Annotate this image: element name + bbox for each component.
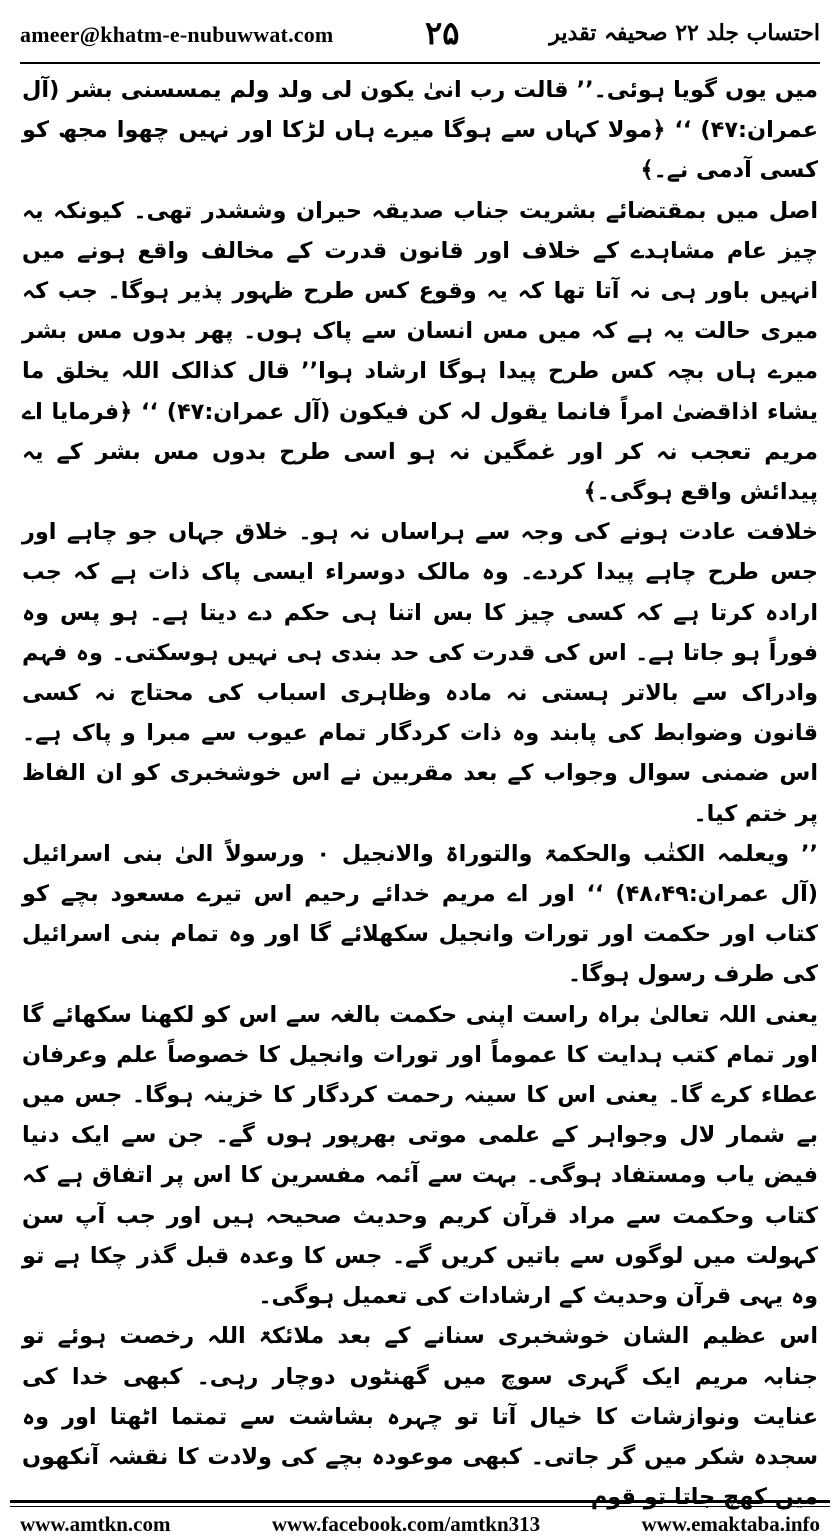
paragraph-5: یعنی اللہ تعالیٰ براہ راست اپنی حکمت بالغہ سے اس کو لکھنا سکھائے گا اور تمام کتب ہدایت کا عموماً اور تورات وانجیل کا خصوصاً علم وعرفان عطاء کرے گا۔ یعنی اس کا سینہ رحمت کردگار کا خزینہ ہوگا۔ جس میں بے شمار لال وجواہر کے علمی موتی بھرپور ہوں گے۔ جن سے ایک دنیا فیض یاب ومستفاد ہوگی۔ بہت سے آئمہ مفسرین کا اس پر اتفاق ہے کہ کتاب وحکمت سے مراد قرآن کریم وحدیث صحیحہ ہیں اور جب آپ سن کہولت میں لوگوں سے باتیں کریں گے۔ جس کا وعدہ قبل گذر چکا ہے تو وہ یہی قرآن وحدیث کے ارشادات کی تعمیل ہوگی۔ [22, 1001, 818, 1310]
page-footer [20, 1512, 820, 1538]
page-header [20, 12, 820, 58]
footer-link-amtkn[interactable]: www.amtkn.com [20, 1512, 171, 1536]
page-number: ۲۵ [425, 15, 460, 51]
paragraph-6: اس عظیم الشان خوشخبری سنانے کے بعد ملائکۃ اللہ رخصت ہوئے تو جنابہ مریم ایک گہری سوچ میں گھنٹوں دوچار رہی۔ کبھی خدا کی عنایت ونوازشات کا خیال آتا تو چہرہ بشاشت سے تمتما اٹھتا اور وہ سجدہ شکر میں گر جاتی۔ کبھی موعودہ بچے کی ولادت کا نقشہ آنکھوں میں کھچ جاتا تو قوم [22, 1323, 818, 1511]
header-email[interactable]: ameer@khatm-e-nubuwwat.com [20, 22, 334, 47]
paragraph-4: ’’ ویعلمہ الکتٰب والحکمۃ والتوراۃ والانجیل ۰ ورسولاً الیٰ بنی اسرائیل (آل عمران:۴۸،۴۹) ‘‘ اور اے مریم خدائے رحیم اس تیرے مسعود بچے کو کتاب اور حکمت اور تورات وانجیل سکھلائے گا اور وہ تمام بنی اسرائیل کی طرف رسول ہوگا۔ [22, 840, 818, 988]
paragraph-2: اصل میں بمقتضائے بشریت جناب صدیقہ حیران وششدر تھی۔ کیونکہ یہ چیز عام مشاہدے کے خلاف اور قانون قدرت کے مخالف واقع ہونے میں انہیں باور ہی نہ آتا تھا کہ یہ وقوع کس طرح ظہور پذیر ہوگا۔ جب کہ میری حالت یہ ہے کہ میں مس انسان سے پاک ہوں۔ پھر بدوں مس بشر میرے ہاں بچہ کس طرح پیدا ہوگا ارشاد ہوا’’ قال کذالک اللہ یخلق ما یشاء اذاقضیٰ امراً فانما یقول لہ کن فیکون (آل عمران:۴۷) ‘‘ ﴿فرمایا اے مریم تعجب نہ کر اور غمگین نہ ہو اسی طرح بدوں مس بشر کے یہ پیدائش واقع ہوگی۔﴾ [22, 197, 818, 506]
footer-divider-thin [10, 1506, 830, 1507]
footer-link-facebook[interactable]: www.facebook.com/amtkn313 [271, 1512, 541, 1536]
paragraph-1: میں یوں گویا ہوئی۔’’ قالت رب انیٰ یکون لی ولد ولم یمسسنی بشر (آل عمران:۴۷) ‘‘ ﴿مولا کہاں سے ہوگا میرے ہاں لڑکا اور نہیں چھوا مجھ کو کسی آدمی نے۔﴾ [22, 77, 818, 184]
header-divider [20, 62, 820, 64]
page-body [22, 70, 818, 1511]
paragraph-3: خلافت عادت ہونے کی وجہ سے ہراساں نہ ہو۔ خلاق جہاں جو چاہے اور جس طرح چاہے پیدا کردے۔ وہ مالک دوسراء ایسی پاک ذات ہے کہ جب ارادہ کرتا ہے کہ کسی چیز کا بس اتنا ہی حکم دے دیتا ہے۔ ہو پس وہ فوراً ہو جاتا ہے۔ اس کی قدرت کی حد بندی ہی نہیں ہوسکتی۔ وہ فہم وادراک سے بالاتر ہستی نہ مادہ وظاہری اسباب کی محتاج نہ کسی قانون وضوابط کی پابند وہ ذات کردگار تمام عیوب سے مبرا و پاک ہے۔ اس ضمنی سوال وجواب کے بعد مقربین نے اس خوشخبری کو ان الفاظ پر ختم کیا۔ [22, 519, 818, 827]
footer-divider-thick [10, 1500, 830, 1503]
footer-link-emaktaba[interactable]: www.emaktaba.info [641, 1512, 820, 1536]
book-title: احتساب جلد ۲۲ صحیفہ تقدیر [549, 20, 820, 46]
